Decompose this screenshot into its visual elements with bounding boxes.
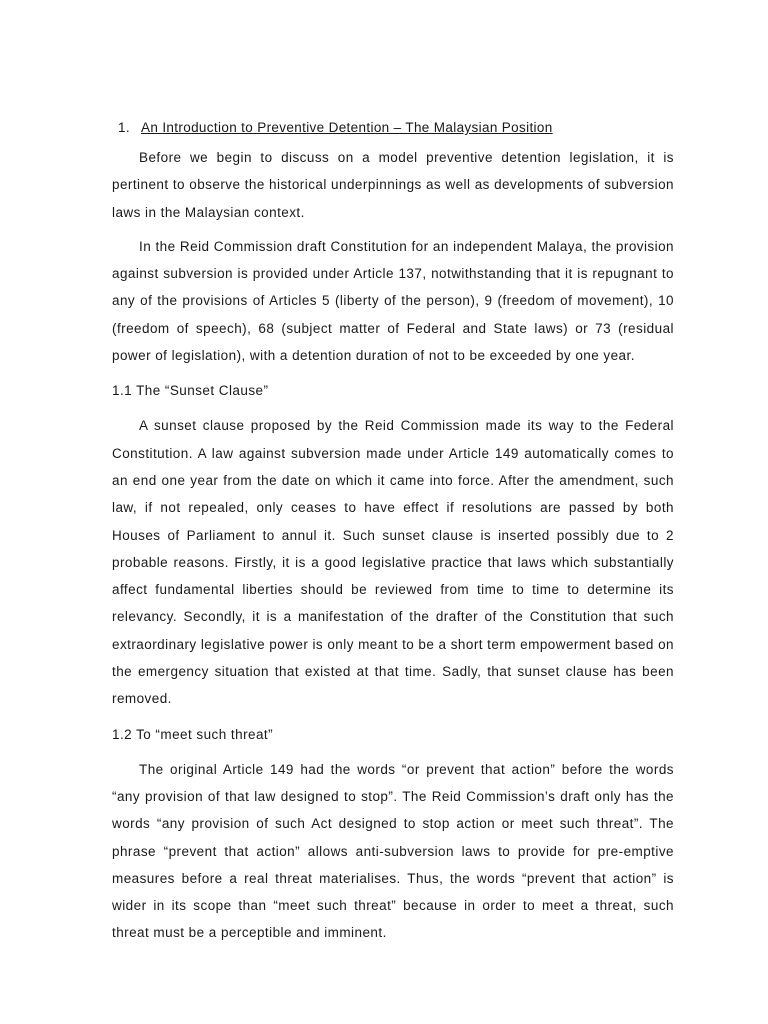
section-number: 1. xyxy=(118,120,130,135)
paragraph-intro: Before we begin to discuss on a model preventive detention legislation, it is pertinent to observe the historical underpinnings as well as developments of subversion laws in the Malaysian context. xyxy=(112,150,674,220)
paragraph-meet-such-threat: The original Article 149 had the words “or prevent that action” before the words “any provision of that law designed to stop”. The Reid Commission’s draft only has the words “any provision of such Act designed to stop action or meet such threat”. The phrase “prevent that action” allows anti-subversion laws to provide for pre-emptive measures before a real threat materialises. Thus, the words “prevent that action” is wider in its scope than “meet such threat” because in order to meet a threat, such threat must be a perceptible and imminent. xyxy=(112,761,674,941)
document-body xyxy=(112,114,674,947)
paragraph-sunset-clause: A sunset clause proposed by the Reid Commission made its way to the Federal Constitution. A law against subversion made under Article 149 automatically comes to an end one year from the date on which it came into force. After the amendment, such law, if not repealed, only ceases to have effect if resolutions are passed by both Houses of Parliament to annul it. Such sunset clause is inserted possibly due to 2 probable reasons. Firstly, it is a good legislative practice that laws which substantially affect fundamental liberties should be reviewed from time to time to determine its relevancy. Secondly, it is a manifestation of the drafter of the Constitution that such extraordinary legislative power is only meant to be a short term empowerment based on the emergency situation that existed at that time. Sadly, that sunset clause has been removed. xyxy=(112,418,675,707)
subheading-sunset-clause: 1.1 The “Sunset Clause” xyxy=(112,383,269,399)
section-title: An Introduction to Preventive Detention – The Malaysian Position xyxy=(141,120,553,135)
section-heading xyxy=(112,114,674,142)
paragraph-reid-commission: In the Reid Commission draft Constitution for an independent Malaya, the provision against subversion is provided under Article 137, notwithstanding that it is repugnant to any of the provisions of Articles 5 (liberty of the person), 9 (freedom of movement), 10 (freedom of speech), 68 (subject matter of Federal and State laws) or 73 (residual power of legislation), with a detention duration of not to be exceeded by one year. xyxy=(112,238,674,364)
subheading-meet-such-threat: 1.2 To “meet such threat” xyxy=(112,726,274,742)
